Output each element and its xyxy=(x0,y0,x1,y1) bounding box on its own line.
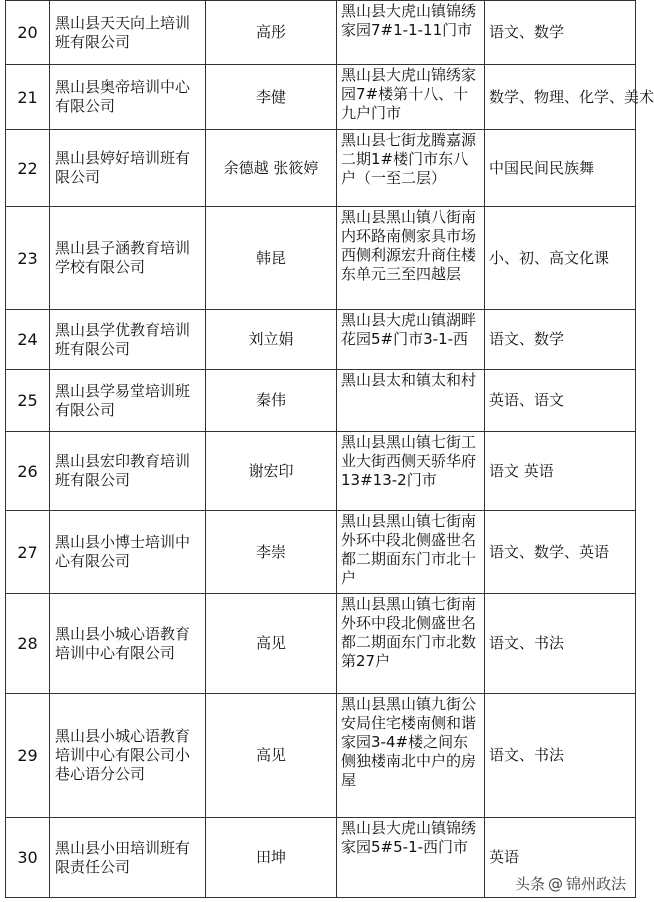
watermark-at: @ xyxy=(547,874,563,893)
table-row xyxy=(6,694,636,818)
subjects-cell: 英语 xyxy=(485,818,636,898)
subjects-cell: 语文、数学、英语 xyxy=(485,511,636,594)
table-row xyxy=(6,370,636,432)
institution-name-cell: 黑山县奥帝培训中心有限公司 xyxy=(50,65,206,130)
table-row xyxy=(6,310,636,370)
row-number-cell: 26 xyxy=(6,432,50,511)
address-cell: 黑山县大虎山镇锦绣家园7#1-1-11门市 xyxy=(337,1,485,65)
table-row xyxy=(6,65,636,130)
institution-name-cell: 黑山县学优教育培训班有限公司 xyxy=(50,310,206,370)
row-number-cell: 21 xyxy=(6,65,50,130)
legal-person-cell: 秦伟 xyxy=(206,370,337,432)
row-number-cell: 30 xyxy=(6,818,50,898)
legal-person-cell: 韩昆 xyxy=(206,207,337,310)
address-cell: 黑山县黑山镇七街工业大街西侧天骄华府13#13-2门市 xyxy=(337,432,485,511)
subjects-cell: 语文、数学 xyxy=(485,1,636,65)
legal-person-cell: 谢宏印 xyxy=(206,432,337,511)
table-row xyxy=(6,207,636,310)
institution-name-cell: 黑山县子涵教育培训学校有限公司 xyxy=(50,207,206,310)
table-row xyxy=(6,594,636,694)
address-cell: 黑山县黑山镇八街南内环路南侧家具市场西侧利源宏升商住楼东单元三至四越层 xyxy=(337,207,485,310)
row-number-cell: 29 xyxy=(6,694,50,818)
institution-name-cell: 黑山县小城心语教育培训中心有限公司小巷心语分公司 xyxy=(50,694,206,818)
subjects-cell: 数学、物理、化学、美术 xyxy=(485,65,636,130)
institution-name-cell: 黑山县天天向上培训班有限公司 xyxy=(50,1,206,65)
subjects-cell: 小、初、高文化课 xyxy=(485,207,636,310)
legal-person-cell: 余德越 张筱婷 xyxy=(206,130,337,207)
institution-name-cell: 黑山县小博士培训中心有限公司 xyxy=(50,511,206,594)
watermark-account: 锦州政法 xyxy=(565,875,626,893)
legal-person-cell: 李健 xyxy=(206,65,337,130)
institution-name-cell: 黑山县小田培训班有限责任公司 xyxy=(50,818,206,898)
institution-name-cell: 黑山县小城心语教育培训中心有限公司 xyxy=(50,594,206,694)
row-number-cell: 23 xyxy=(6,207,50,310)
address-cell: 黑山县大虎山锦绣家园7#楼第十八、十九户门市 xyxy=(337,65,485,130)
subjects-cell: 英语、语文 xyxy=(485,370,636,432)
table-row xyxy=(6,511,636,594)
address-cell: 黑山县七街龙腾嘉源二期1#楼门市东八户（一至二层） xyxy=(337,130,485,207)
legal-person-cell: 田坤 xyxy=(206,818,337,898)
legal-person-cell: 高见 xyxy=(206,694,337,818)
legal-person-cell: 高见 xyxy=(206,594,337,694)
address-cell: 黑山县大虎山镇锦绣家园5#5-1-西门市 xyxy=(337,818,485,898)
address-cell: 黑山县黑山镇九街公安局住宅楼南侧和谐家园3-4#楼之间东侧独楼南北中户的房屋 xyxy=(337,694,485,818)
legal-person-cell: 刘立娟 xyxy=(206,310,337,370)
row-number-cell: 27 xyxy=(6,511,50,594)
row-number-cell: 24 xyxy=(6,310,50,370)
training-institutions-table xyxy=(5,0,654,898)
row-number-cell: 20 xyxy=(6,1,50,65)
address-cell: 黑山县太和镇太和村 xyxy=(337,370,485,432)
legal-person-cell: 高彤 xyxy=(206,1,337,65)
legal-person-cell: 李崇 xyxy=(206,511,337,594)
institution-name-cell: 黑山县宏印教育培训班有限公司 xyxy=(50,432,206,511)
row-number-cell: 28 xyxy=(6,594,50,694)
institution-name-cell: 黑山县学易堂培训班有限公司 xyxy=(50,370,206,432)
subjects-cell: 语文、数学 xyxy=(485,310,636,370)
subjects-cell: 语文、书法 xyxy=(485,694,636,818)
row-number-cell: 22 xyxy=(6,130,50,207)
watermark xyxy=(515,873,626,894)
row-number-cell: 25 xyxy=(6,370,50,432)
table-row xyxy=(6,1,636,65)
address-cell: 黑山县黑山镇七街南外环中段北侧盛世名都二期面东门市北十户 xyxy=(337,511,485,594)
watermark-brand: 头条 xyxy=(514,875,545,893)
subjects-cell: 语文、书法 xyxy=(485,594,636,694)
subjects-cell: 语文 英语 xyxy=(485,432,636,511)
table-row xyxy=(6,432,636,511)
table-body xyxy=(6,1,654,898)
subjects-cell: 中国民间民族舞 xyxy=(485,130,636,207)
address-cell: 黑山县大虎山镇湖畔花园5#门市3-1-西 xyxy=(337,310,485,370)
institution-name-cell: 黑山县婷好培训班有限公司 xyxy=(50,130,206,207)
address-cell: 黑山县黑山镇七街南外环中段北侧盛世名都二期面东门市北数第27户 xyxy=(337,594,485,694)
table-row xyxy=(6,130,636,207)
